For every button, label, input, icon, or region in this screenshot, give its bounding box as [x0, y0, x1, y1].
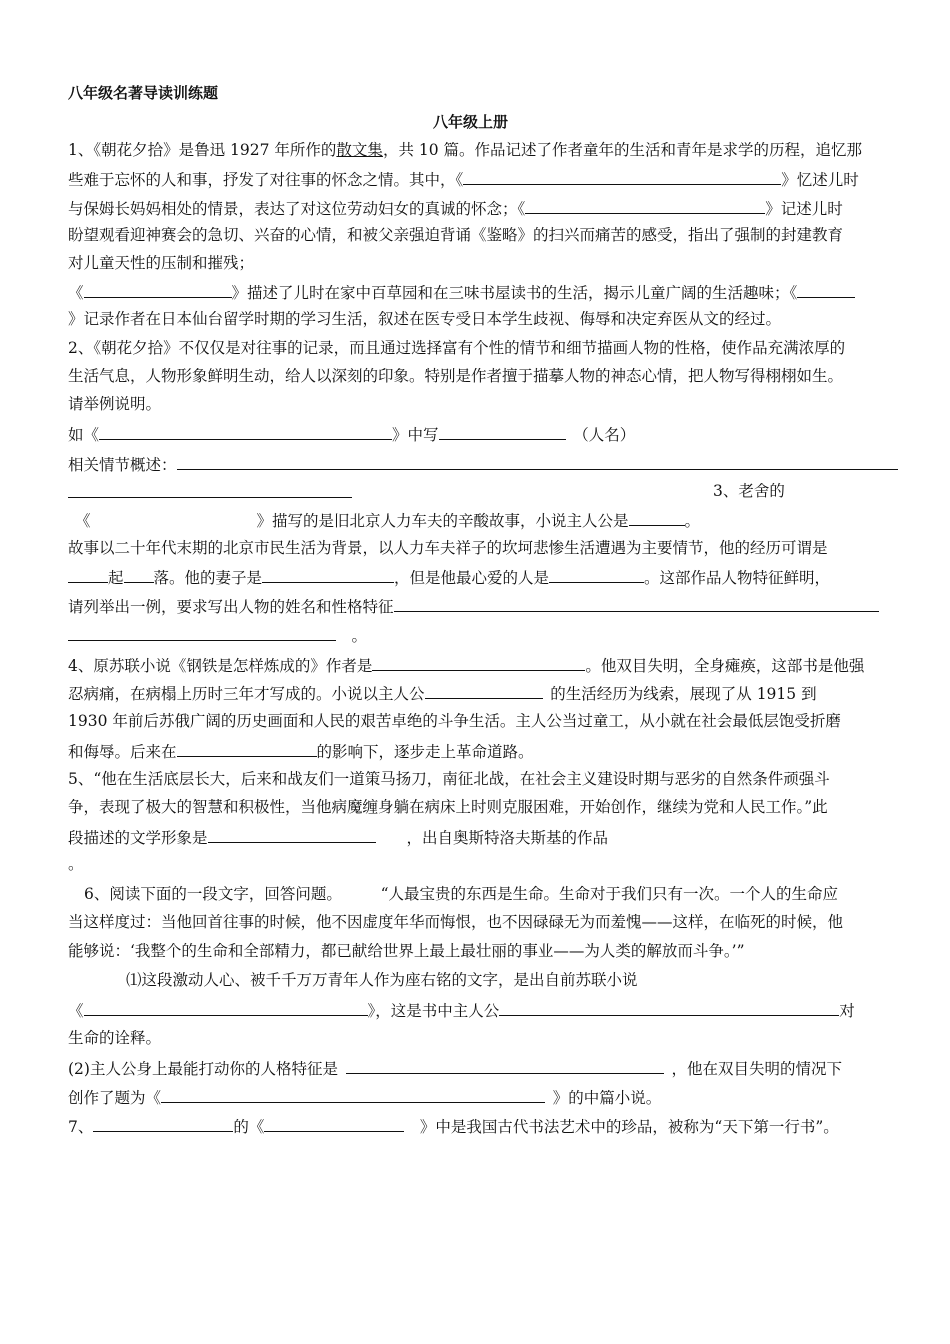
q1-line-5: 对儿童天性的压制和摧残； [68, 254, 255, 272]
q2-line-1: 2、《朝花夕拾》不仅仅是对往事的记录，而且通过选择富有个性的情节和细节描画人物的性格，使作品充满浓厚的 [68, 339, 846, 357]
blank-field[interactable] [177, 452, 898, 470]
q3-line-4: 请列举出一例，要求写出人物的姓名和性格特征 [68, 594, 879, 618]
q5-line-2: 争，表现了极大的智慧和积极性，当他病魔缠身躺在病床上时则克服困难，开始创作，继续为党和人民工作。”此 [68, 798, 828, 816]
blank-field[interactable] [629, 508, 685, 526]
blank-field[interactable] [68, 565, 108, 583]
blank-field[interactable] [797, 280, 855, 298]
q1-line-7: 》记录作者在日本仙台留学时期的学习生活，叙述在医专受日本学生歧视、侮辱和决定弃医从文的经过。 [68, 310, 782, 328]
q5-line-3: 段描述的文学形象是 ，出自奥斯特洛夫斯基的作品 [68, 825, 608, 849]
blank-field[interactable] [525, 196, 765, 214]
blank-field[interactable] [161, 1085, 545, 1103]
q6-sub2-line-1: (2)主人公身上最能打动你的人格特征是 ，他在双目失明的情况下 [68, 1056, 842, 1080]
q7-line-1: 7、 的《 》中是我国古代书法艺术中的珍品，被称为“天下第一行书”。 [68, 1114, 839, 1138]
q1-line-4: 盼望观看迎神赛会的急切、兴奋的心情，和被父亲强迫背诵《鉴略》的扫兴而痛苦的感受，指出了强制的封建教育 [68, 226, 844, 244]
blank-field[interactable] [439, 422, 566, 440]
q1-line-6: 《 》描述了儿时在家中百草园和在三味书屋读书的生活，揭示儿童广阔的生活趣味；《 [68, 280, 855, 304]
q2-line-2: 生活气息，人物形象鲜明生动，给人以深刻的印象。特别是作者擅于描摹人物的神态心情，把人物写得栩栩如生。 [68, 367, 844, 385]
q3-line-3: 起 落。他的妻子是 ，但是他最心爱的人是 。这部作品人物特征鲜明， [68, 565, 830, 589]
page-title: 八年级名著导读训练题 [68, 84, 219, 102]
q3-line-5: 。 [68, 623, 367, 647]
q3-line-2: 故事以二十年代末期的北京市民生活为背景，以人力车夫祥子的坎坷悲惨生活遭遇为主要情节，他的经历可谓是 [68, 539, 828, 557]
blank-field[interactable] [84, 998, 368, 1016]
blank-field[interactable] [68, 480, 352, 498]
q3-line-1: 《 》描写的是旧北京人力车夫的辛酸故事，小说主人公是 。 [75, 508, 700, 532]
blank-field[interactable] [99, 422, 392, 440]
blank-field[interactable] [124, 565, 154, 583]
q1-line-3: 与保姆长妈妈相处的情景，表达了对这位劳动妇女的真诚的怀念；《 》记述儿时 [68, 196, 843, 220]
blank-field[interactable] [93, 1114, 233, 1132]
blank-field[interactable] [394, 594, 879, 612]
q3-label: 3、老舍的 [713, 482, 785, 500]
q5-line-4: 。 [68, 855, 84, 873]
q1-line-2: 些难于忘怀的人和事，抒发了对往事的怀念之情。其中，《 》忆述儿时 [68, 167, 859, 191]
q4-line-4: 和侮辱。后来在 的影响下，逐步走上革命道路。 [68, 739, 534, 763]
blank-field[interactable] [68, 623, 336, 641]
q4-line-2: 忍病痛，在病榻上历时三年才写成的。小说以主人公 的生活经历为线索，展现了从 1915 到 [68, 681, 817, 705]
q4-line-1: 4、原苏联小说《钢铁是怎样炼成的》作者是 。他双目失明，全身瘫痪，这部书是他强 [68, 653, 864, 677]
blank-field[interactable] [372, 653, 585, 671]
blank-field[interactable] [84, 280, 232, 298]
q6-line-2: 当这样度过：当他回首往事的时候，他不因虚度年华而悔恨，也不因碌碌无为而羞愧——这样，在临死的时候，他 [68, 913, 844, 931]
q2-line-3: 请举例说明。 [68, 395, 162, 413]
blank-field[interactable] [549, 565, 644, 583]
blank-field[interactable] [499, 998, 839, 1016]
blank-field[interactable] [463, 167, 781, 185]
blank-field[interactable] [208, 825, 376, 843]
q2-line-4: 如《 》中写 （人名） [68, 422, 635, 446]
q6-sub1-line-2: 《 》，这是书中主人公 对 [68, 998, 855, 1022]
q5-line-1: 5、“他在生活底层长大，后来和战友们一道策马扬刀，南征北战，在社会主义建设时期与恶劣的自然条件顽强斗 [68, 770, 830, 788]
q6-sub2-line-2: 创作了题为《 》的中篇小说。 [68, 1085, 661, 1109]
q6-sub1-line-1: ⑴这段激动人心、被千千万万青年人作为座右铭的文字，是出自前苏联小说 [126, 971, 638, 989]
q4-line-3: 1930 年前后苏俄广阔的历史画面和人民的艰苦卓绝的斗争生活。主人公当过童工，从小就在社会最低层饱受折磨 [68, 712, 841, 730]
q6-line-3: 能够说：‘我整个的生命和全部精力，都已献给世界上最上最壮丽的事业——为人类的解放而斗争。’” [68, 942, 745, 960]
blank-field[interactable] [177, 739, 317, 757]
q6-sub1-line-3: 生命的诠释。 [68, 1029, 162, 1047]
q2-line-6 [68, 480, 352, 504]
q2-line-5: 相关情节概述： [68, 452, 898, 476]
blank-field[interactable] [262, 565, 394, 583]
blank-field[interactable] [425, 681, 543, 699]
q1-line-1: 1、《朝花夕拾》是鲁迅 1927 年所作的散文集，共 10 篇。作品记述了作者童年的生活和青年是求学的历程，追忆那 [68, 141, 863, 159]
blank-field[interactable] [264, 1114, 404, 1132]
blank-field[interactable] [346, 1056, 664, 1074]
section-heading: 八年级上册 [433, 113, 509, 131]
q6-line-1: 6、阅读下面的一段文字，回答问题。 “人最宝贵的东西是生命。生命对于我们只有一次。一个人的生命应 [84, 885, 839, 903]
